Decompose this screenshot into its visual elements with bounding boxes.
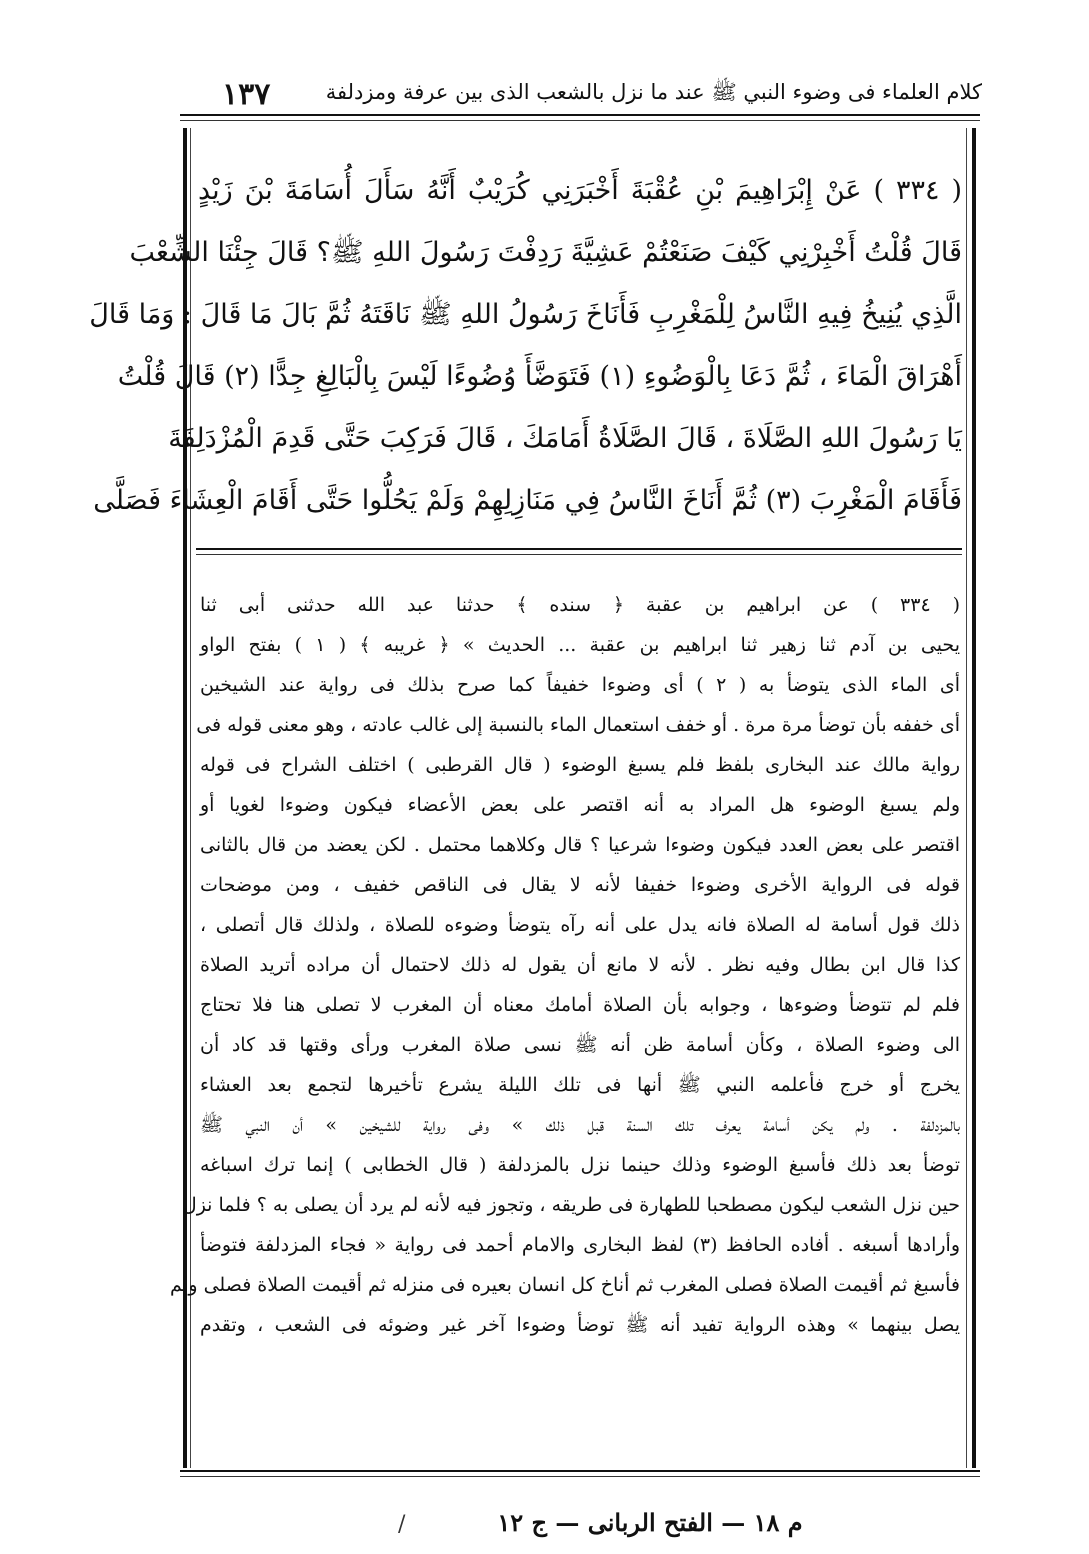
bottom-rule — [180, 1470, 980, 1472]
commentary-line: قوله فى الرواية الأخرى وضوءا خفيفا لأنه لا يقال فى الناقص خفيف ، ومن موضحات — [200, 874, 960, 896]
section-separator — [196, 548, 962, 550]
commentary-line: حين نزل الشعب ليكون مصطحبا للطهارة فى طريقه ، وتجوز فيه لأنه لم يرد أن يصلى به ؟ فلما نزل — [182, 1194, 960, 1216]
frame-border-right-inner — [966, 128, 967, 1468]
commentary-line: ( ٣٣٤ ) عن ابراهيم بن عقبة ﴿ سنده ﴾ حدثنا عبد الله حدثنى أبى ثنا — [200, 594, 960, 616]
commentary-line: أى الماء الذى يتوضأ به ( ٢ ) أى وضوءا خفيفاً كما صرح بذلك فى رواية عند الشيخين — [200, 674, 960, 696]
running-header — [222, 74, 982, 114]
commentary-line: يخرج أو خرج فأعلمه النبي ﷺ أنها فى تلك الليلة يشرع تأخيرها لتجمع بعد العشاء — [200, 1074, 960, 1096]
hadith-line: قَالَ قُلْتُ أَخْبِرْنِي كَيْفَ صَنَعْتُمْ عَشِيَّةَ رَدِفْتَ رَسُولَ اللهِ ﷺ؟ قَالَ جِئْنَا الشِّعْبَ — [129, 237, 962, 268]
commentary-line: فأسبغ ثم أقيمت الصلاة فصلى المغرب ثم أناخ كل انسان بعيره فى منزله ثم أقيمت الصلاة فصلى ولم — [169, 1274, 960, 1296]
commentary-line: يحيى بن آدم ثنا زهير ثنا ابراهيم بن عقبة ... الحديث » ﴿ غريبه ﴾ ( ١ ) بفتح الواو — [200, 634, 960, 656]
commentary-line: وأرادها أسبغه . أفاده الحافظ (٣) لفظ البخارى والامام أحمد فى رواية « فجاء المزدلفة فتوضأ — [200, 1234, 960, 1256]
commentary-line: أى خففه بأن توضأ مرة مرة . أو خفف استعمال الماء بالنسبة إلى غالب عادته ، وهو معنى قوله فى — [196, 714, 960, 736]
section-separator-thin — [196, 554, 962, 555]
hadith-line: أَهْرَاقَ الْمَاءَ ، ثُمَّ دَعَا بِالْوَضُوءِ (١) فَتَوَضَّأَ وُضُوءًا لَيْسَ بِالْبَالِغِ جِدًّا (٢) قَالَ قُلْتُ — [117, 361, 962, 392]
hadith-text — [89, 160, 962, 532]
bottom-rule-thin — [180, 1476, 980, 1477]
page-number: ١٣٧ — [222, 76, 271, 112]
commentary-line: الى وضوء الصلاة ، وكأن أسامة ظن أنه ﷺ نسى صلاة المغرب ورأى وقتها قد كاد أن — [200, 1034, 960, 1056]
commentary-line: يصل بينهما » وهذه الرواية تفيد أنه ﷺ توضأ وضوءا آخر غير وضوئه فى الشعب ، وتقدم — [200, 1314, 960, 1336]
footer-mark: / — [398, 1512, 406, 1537]
commentary-line: فلم لم تتوضأ وضوءها ، وجوابه بأن الصلاة أمامك معناه أن المغرب لا تصلى هنا فلا تحتاج — [200, 994, 960, 1016]
commentary-line: توضأ بعد ذلك فأسبغ الوضوء وذلك حينما نزل بالمزدلفة ( قال الخطابى ) إنما ترك اسباغه — [200, 1154, 960, 1176]
commentary-line: رواية مالك عند البخارى بلفظ فلم يسبغ الوضوء ( قال القرطبى ) اختلف الشراح فى قوله — [200, 754, 960, 776]
frame-border-right — [972, 128, 976, 1468]
header-rule — [180, 114, 980, 116]
hadith-line: الَّذِي يُنِيخُ فِيهِ النَّاسُ لِلْمَغْرِبِ فَأَنَاخَ رَسُولُ اللهِ ﷺ نَاقَتَهُ ثُمَّ بَالَ مَا قَالَ : وَمَا قَالَ — [89, 299, 962, 330]
signature-line: م ١٨ — الفتح الربانى — ج ١٢ — [497, 1508, 803, 1537]
commentary-line: اقتصر على بعض العدد فيكون وضوءا شرعيا ؟ قال وكلاهما محتمل . لكن يعضد من قال بالثانى — [200, 834, 960, 856]
hadith-line: ( ٣٣٤ ) عَنْ إِبْرَاهِيمَ بْنِ عُقْبَةَ أَخْبَرَنِي كُرَيْبٌ أَنَّهُ سَأَلَ أُسَامَةَ بْنَ زَيْدٍ — [198, 175, 962, 206]
commentary-text — [169, 585, 960, 1345]
hadith-line: فَأَقَامَ الْمَغْرِبَ (٣) ثُمَّ أَنَاخَ النَّاسُ فِي مَنَازِلِهِمْ وَلَمْ يَحُلُّوا حَتَّى أَقَامَ الْعِشَاءَ فَصَلَّى — [93, 485, 962, 516]
header-title: كلام العلماء فى وضوء النبي ﷺ عند ما نزل بالشعب الذى بين عرفة ومزدلفة — [325, 79, 982, 104]
commentary-line: كذا قال ابن بطال وفيه نظر . لأنه لا مانع أن يقول له ذلك لاحتمال أن مراده أتريد الصلاة — [200, 954, 960, 976]
commentary-line: ذلك قول أسامة له الصلاة فانه يدل على أنه رآه يتوضأ وضوءه للصلاة ، ولذلك قال أتصلى ، — [200, 914, 960, 936]
commentary-line: ولم يسبغ الوضوء هل المراد به أنه اقتصر على بعض الأعضاء فيكون وضوءا لغويا أو — [200, 794, 960, 816]
header-rule-thin — [180, 120, 980, 121]
hadith-line: يَا رَسُولَ اللهِ الصَّلَاةَ ، قَالَ الصَّلَاةُ أَمَامَكَ ، قَالَ فَرَكِبَ حَتَّى قَدِمَ الْمُزْدَلِفَةَ — [168, 423, 962, 454]
commentary-line: بالمزدلفة . ولم يكن أسامة يعرف تلك السنة قبل ذلك » وفى رواية للشيخين » أن النبي ﷺ — [200, 1114, 960, 1136]
